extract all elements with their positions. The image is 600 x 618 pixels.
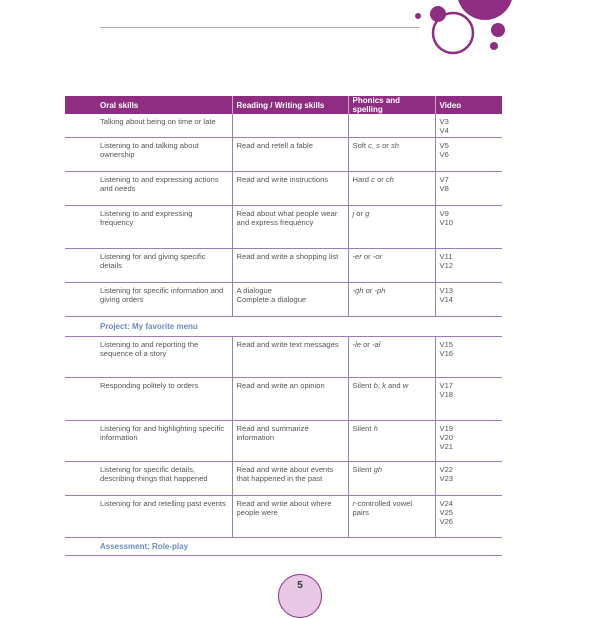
cell-reading-writing: Read and summarize information — [232, 420, 348, 461]
cell-reading-writing: Read and write an opinion — [232, 377, 348, 420]
cell-video: V24 V25 V26 — [435, 495, 502, 537]
cell-oral-skills: Listening for specific information and giving orders — [65, 282, 232, 316]
table-row — [65, 171, 502, 205]
table-row — [65, 137, 502, 171]
cell-video: V19 V20 V21 — [435, 420, 502, 461]
cell-oral-skills: Listening for specific details, describing things that happened — [65, 461, 232, 495]
cell-video: V15 V16 — [435, 336, 502, 377]
page-number: 5 — [297, 580, 303, 591]
cell-phonics: -le or -al — [348, 336, 435, 377]
cell-reading-writing: Read about what people wear and express frequency — [232, 205, 348, 248]
column-header-video: Video — [435, 96, 502, 114]
table-row — [65, 205, 502, 248]
cell-phonics: Silent gh — [348, 461, 435, 495]
cell-video: V13 V14 — [435, 282, 502, 316]
cell-video: V7 V8 — [435, 171, 502, 205]
cell-video: V5 V6 — [435, 137, 502, 171]
cell-reading-writing: Read and retell a fable — [232, 137, 348, 171]
cell-phonics: Silent b, k and w — [348, 377, 435, 420]
cell-phonics: -gh or -ph — [348, 282, 435, 316]
assessment-row — [65, 537, 502, 555]
cell-reading-writing: Read and write about where people were — [232, 495, 348, 537]
cell-phonics: r-controlled vowel pairs — [348, 495, 435, 537]
table-header-row — [65, 96, 502, 114]
cell-video: V22 V23 — [435, 461, 502, 495]
project-row — [65, 316, 502, 336]
column-header-reading: Reading / Writing skills — [232, 96, 348, 114]
cell-reading-writing: Read and write a shopping list — [232, 248, 348, 282]
cell-phonics: Hard c or ch — [348, 171, 435, 205]
cell-oral-skills: Listening to and reporting the sequence of a story — [65, 336, 232, 377]
table-row — [65, 114, 502, 137]
project-title: Project: My favorite menu — [65, 316, 502, 336]
cell-phonics: Silent h — [348, 420, 435, 461]
cell-oral-skills: Listening for and retelling past events — [65, 495, 232, 537]
cell-reading-writing — [232, 114, 348, 137]
assessment-title: Assessment: Role-play — [65, 537, 502, 555]
cell-phonics: Soft c, s or sh — [348, 137, 435, 171]
table-row — [65, 461, 502, 495]
column-header-phonics: Phonics and spelling — [348, 96, 435, 114]
cell-reading-writing: A dialogue Complete a dialogue — [232, 282, 348, 316]
table-row — [65, 420, 502, 461]
decorative-circles-icon — [0, 0, 600, 60]
cell-oral-skills: Listening for and giving specific details — [65, 248, 232, 282]
cell-oral-skills: Responding politely to orders — [65, 377, 232, 420]
cell-oral-skills: Listening to and expressing frequency — [65, 205, 232, 248]
cell-phonics: -er or -or — [348, 248, 435, 282]
cell-oral-skills: Listening to and talking about ownership — [65, 137, 232, 171]
syllabus-table — [65, 96, 502, 556]
table-row — [65, 495, 502, 537]
table-row — [65, 377, 502, 420]
cell-video: V17 V18 — [435, 377, 502, 420]
table-row — [65, 336, 502, 377]
cell-reading-writing: Read and write instructions — [232, 171, 348, 205]
cell-oral-skills: Listening to and expressing actions and needs — [65, 171, 232, 205]
cell-reading-writing: Read and write text messages — [232, 336, 348, 377]
cell-video: V9 V10 — [435, 205, 502, 248]
cell-oral-skills: Listening for and highlighting specific information — [65, 420, 232, 461]
cell-phonics: j or g — [348, 205, 435, 248]
table-row — [65, 248, 502, 282]
column-header-oral: Oral skills — [65, 96, 232, 114]
cell-reading-writing: Read and write about events that happened in the past — [232, 461, 348, 495]
table-row — [65, 282, 502, 316]
cell-oral-skills: Talking about being on time or late — [65, 114, 232, 137]
cell-phonics — [348, 114, 435, 137]
cell-video: V3 V4 — [435, 114, 502, 137]
cell-video: V11 V12 — [435, 248, 502, 282]
